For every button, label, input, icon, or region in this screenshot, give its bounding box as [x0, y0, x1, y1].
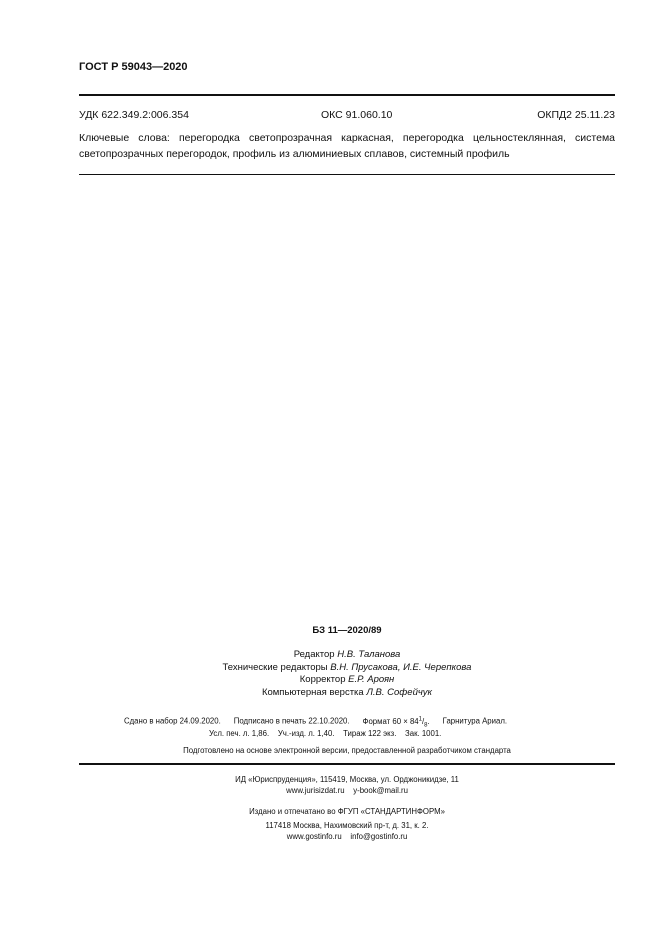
publisher-web: www.jurisizdat.ru y-book@mail.ru: [286, 786, 408, 795]
publisher-block-1: [79, 774, 615, 796]
layout-line: Компьютерная верстка Л.В. Софейчук: [261, 686, 433, 698]
top-rule: [79, 94, 615, 96]
udk-code: УДК 622.349.2:006.354: [79, 109, 189, 121]
prepared-note: Подготовлено на основе электронной версии, предоставленной разработчиком стандарта: [183, 746, 511, 755]
corrector-line: Корректор Е.Р. Ароян: [299, 674, 395, 685]
editor-line: Редактор Н.В. Таланова: [293, 649, 401, 660]
print-details-line2: Усл. печ. л. 1,86. Уч.-изд. л. 1,40. Тираж 122 экз. Зак. 1001.: [209, 729, 442, 738]
format-value: Формат $60 \times 84^1/_8$.: [362, 716, 430, 729]
tech-editors-line: Технические редакторы В.Н. Прусакова, И.Е. Черепкова: [222, 661, 472, 673]
printer-web: www.gostinfo.ru info@gostinfo.ru: [286, 832, 408, 841]
bz-number: БЗ 11—2020/89: [312, 625, 382, 636]
publisher-block-3: [79, 820, 615, 842]
publisher-block-2: [79, 806, 615, 817]
oks-code: ОКС 91.060.10: [321, 109, 393, 121]
publisher-address: ИД «Юриспруденция», 115419, Москва, ул. Орджоникидзе, 11: [235, 775, 459, 784]
keywords: Ключевые слова: перегородка светопрозрачная каркасная, перегородка цельностеклянная, система светопрозрачных перегородок, профиль из алюминиевых сплавов, системный профиль: [79, 132, 615, 160]
staff-block: [79, 649, 615, 699]
printer-address: 117418 Москва, Нахимовский пр-т, д. 31, к. 2.: [265, 821, 429, 830]
publisher-rule: [79, 763, 615, 765]
document-title: ГОСТ Р 59043—2020: [79, 61, 188, 73]
printer-name: Издано и отпечатано во ФГУП «СТАНДАРТИНФОРМ»: [249, 807, 445, 816]
print-details-line1: Сдано в набор 24.09.2020. Подписано в печать 22.10.2020. Формат $60 \times 84^1/_8$. Гарнитура Ариал.: [124, 716, 508, 729]
okpd-code: ОКПД2 25.11.23: [537, 109, 615, 121]
keywords-rule: [79, 174, 615, 175]
